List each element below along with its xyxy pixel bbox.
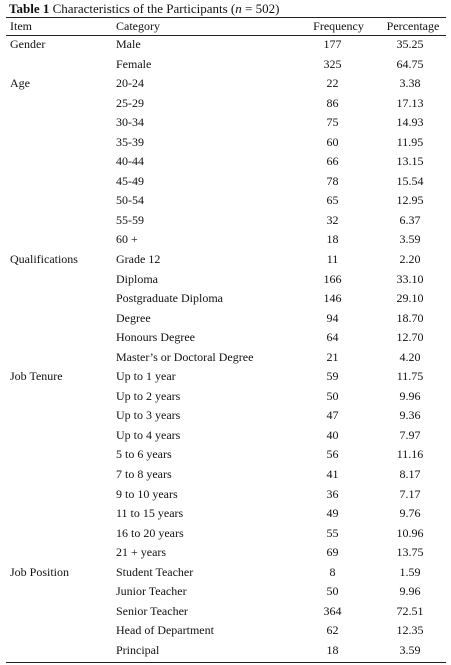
- cell-category: 9 to 10 years: [116, 486, 178, 501]
- cell-category: 35-39: [116, 134, 144, 149]
- cell-percentage: 1.59: [399, 564, 421, 579]
- cell-category: 21 + years: [116, 545, 167, 560]
- cell-frequency: 177: [323, 37, 342, 51]
- cell-percentage: 9.76: [399, 506, 421, 521]
- cell-frequency: 18: [326, 642, 339, 657]
- cell-percentage: 8.17: [399, 467, 421, 482]
- table-row: [6, 582, 450, 602]
- cell-category: 40-44: [116, 154, 144, 169]
- cell-category: Male: [116, 37, 141, 51]
- cell-frequency: 86: [326, 95, 339, 110]
- cell-percentage: 12.95: [396, 193, 424, 208]
- cell-item: Job Position: [10, 564, 70, 579]
- cell-item: [6, 426, 114, 446]
- cell-percentage: 17.13: [396, 95, 424, 110]
- cell-item: Gender: [10, 37, 46, 51]
- participants-table: [6, 17, 450, 661]
- cell-percentage: 33.10: [396, 271, 424, 286]
- table-row: [6, 74, 450, 94]
- table-row: [6, 524, 450, 544]
- cell-item: [6, 113, 114, 133]
- cell-category: Senior Teacher: [116, 603, 188, 618]
- cell-item: [6, 191, 114, 211]
- cell-percentage: 15.54: [396, 173, 424, 188]
- cell-category: 25-29: [116, 95, 144, 110]
- table-row: [6, 113, 450, 133]
- cell-item: [6, 621, 114, 641]
- cell-item: [6, 543, 114, 563]
- cell-item: [6, 133, 114, 153]
- table-body: [6, 35, 450, 661]
- cell-percentage: 11.95: [396, 134, 424, 149]
- cell-frequency: 64: [326, 330, 339, 345]
- column-header-frequency: Frequency: [313, 19, 364, 33]
- column-header-percentage: Percentage: [386, 19, 440, 33]
- cell-category: Female: [116, 56, 152, 71]
- cell-item: [6, 465, 114, 485]
- cell-item: [6, 445, 114, 465]
- table-row: [6, 250, 450, 270]
- cell-item: [6, 406, 114, 426]
- cell-frequency: 21: [326, 349, 339, 364]
- cell-category: Grade 12: [116, 252, 161, 267]
- table-row: [6, 211, 450, 231]
- table-row: [6, 641, 450, 661]
- table-row: [6, 133, 450, 153]
- cell-percentage: 35.25: [396, 37, 424, 51]
- table-row: [6, 152, 450, 172]
- cell-frequency: 78: [326, 173, 339, 188]
- cell-category: Degree: [116, 310, 151, 325]
- table-row: [6, 367, 450, 387]
- cell-item: [6, 289, 114, 309]
- cell-frequency: 55: [326, 525, 339, 540]
- table-row: [6, 465, 450, 485]
- cell-frequency: 32: [326, 212, 339, 227]
- cell-category: 5 to 6 years: [116, 447, 172, 462]
- cell-percentage: 2.20: [399, 252, 421, 267]
- cell-item: [6, 348, 114, 368]
- cell-percentage: 29.10: [396, 291, 424, 306]
- cell-category: 60 +: [116, 232, 138, 247]
- cell-percentage: 6.37: [399, 212, 421, 227]
- cell-category: 20-24: [116, 76, 144, 91]
- cell-percentage: 11.75: [396, 369, 424, 384]
- table-row: [6, 289, 450, 309]
- cell-percentage: 9.36: [399, 408, 421, 423]
- table-row: [6, 563, 450, 583]
- cell-percentage: 3.59: [399, 642, 421, 657]
- cell-category: Up to 1 year: [116, 369, 176, 384]
- cell-item: [6, 387, 114, 407]
- cell-frequency: 56: [326, 447, 339, 462]
- cell-frequency: 50: [326, 388, 339, 403]
- table-row: [6, 445, 450, 465]
- cell-item: Age: [10, 76, 30, 91]
- cell-category: Honours Degree: [116, 330, 195, 345]
- table-row: [6, 270, 450, 290]
- table-row: [6, 406, 450, 426]
- cell-category: 7 to 8 years: [116, 467, 172, 482]
- cell-percentage: 7.97: [399, 427, 421, 442]
- cell-frequency: 364: [323, 603, 342, 618]
- cell-percentage: 9.96: [399, 584, 421, 599]
- cell-item: Qualifications: [10, 252, 78, 267]
- cell-frequency: 50: [326, 584, 339, 599]
- cell-percentage: 18.70: [396, 310, 424, 325]
- cell-frequency: 94: [326, 310, 339, 325]
- cell-frequency: 47: [326, 408, 339, 423]
- cell-percentage: 11.16: [396, 447, 424, 462]
- cell-frequency: 166: [323, 271, 342, 286]
- cell-percentage: 13.15: [396, 154, 424, 169]
- table-bottom-rule: [6, 662, 446, 663]
- cell-category: 45-49: [116, 173, 144, 188]
- column-header-category: Category: [116, 19, 160, 33]
- cell-item: [6, 524, 114, 544]
- table-row: [6, 621, 450, 641]
- cell-category: Junior Teacher: [116, 584, 187, 599]
- cell-frequency: 75: [326, 115, 339, 130]
- table-row: [6, 348, 450, 368]
- table-row: [6, 387, 450, 407]
- table-row: [6, 426, 450, 446]
- cell-category: 16 to 20 years: [116, 525, 184, 540]
- cell-percentage: 3.59: [399, 232, 421, 247]
- cell-frequency: 69: [326, 545, 339, 560]
- table-row: [6, 543, 450, 563]
- cell-item: [6, 582, 114, 602]
- table-row: [6, 328, 450, 348]
- table-caption-label: Table 1: [9, 1, 50, 16]
- cell-percentage: 4.20: [399, 349, 421, 364]
- cell-frequency: 22: [326, 76, 339, 91]
- table-row: [6, 55, 450, 75]
- table-row: [6, 485, 450, 505]
- cell-percentage: 13.75: [396, 545, 424, 560]
- cell-item: [6, 270, 114, 290]
- cell-category: Up to 4 years: [116, 427, 181, 442]
- cell-percentage: 64.75: [396, 56, 424, 71]
- table-caption-count: = 502): [241, 1, 280, 16]
- cell-item: [6, 485, 114, 505]
- cell-category: 11 to 15 years: [116, 506, 184, 521]
- cell-percentage: 72.51: [396, 603, 424, 618]
- cell-category: 50-54: [116, 193, 144, 208]
- table-row: [6, 602, 450, 622]
- cell-frequency: 65: [326, 193, 339, 208]
- table-caption: [9, 1, 279, 17]
- cell-frequency: 18: [326, 232, 339, 247]
- cell-item: [6, 504, 114, 524]
- cell-frequency: 62: [326, 623, 339, 638]
- cell-category: Principal: [116, 642, 160, 657]
- cell-frequency: 59: [326, 369, 339, 384]
- cell-item: [6, 55, 114, 75]
- cell-category: Up to 3 years: [116, 408, 181, 423]
- cell-frequency: 49: [326, 506, 339, 521]
- cell-percentage: 7.17: [399, 486, 421, 501]
- cell-item: [6, 94, 114, 114]
- cell-category: Student Teacher: [116, 564, 194, 579]
- cell-item: [6, 309, 114, 329]
- cell-frequency: 41: [326, 467, 339, 482]
- cell-item: [6, 602, 114, 622]
- cell-category: Head of Department: [116, 623, 214, 638]
- cell-category: Diploma: [116, 271, 158, 286]
- cell-category: 30-34: [116, 115, 144, 130]
- cell-item: [6, 172, 114, 192]
- table-row: [6, 504, 450, 524]
- cell-frequency: 40: [326, 427, 339, 442]
- cell-item: [6, 328, 114, 348]
- cell-frequency: 146: [323, 291, 342, 306]
- cell-category: 55-59: [116, 212, 144, 227]
- table-row: [6, 230, 450, 250]
- cell-frequency: 60: [326, 134, 339, 149]
- table-row: [6, 191, 450, 211]
- cell-category: Master’s or Doctoral Degree: [116, 349, 254, 364]
- cell-item: [6, 211, 114, 231]
- table-row: [6, 309, 450, 329]
- cell-percentage: 12.35: [396, 623, 424, 638]
- cell-frequency: 66: [326, 154, 339, 169]
- cell-item: Job Tenure: [10, 369, 63, 384]
- cell-category: Up to 2 years: [116, 388, 181, 403]
- table-row: [6, 172, 450, 192]
- cell-percentage: 9.96: [399, 388, 421, 403]
- table-row: [6, 94, 450, 114]
- cell-item: [6, 152, 114, 172]
- cell-percentage: 12.70: [396, 330, 424, 345]
- cell-item: [6, 230, 114, 250]
- cell-percentage: 14.93: [396, 115, 424, 130]
- table-header-row: [6, 17, 450, 35]
- table-caption-text: Characteristics of the Participants (: [49, 1, 236, 16]
- table-caption-n: n: [235, 1, 242, 16]
- column-header-item: Item: [10, 19, 32, 33]
- table-row: [6, 35, 450, 55]
- cell-percentage: 3.38: [399, 76, 421, 91]
- cell-category: Postgraduate Diploma: [116, 291, 223, 306]
- cell-frequency: 36: [326, 486, 339, 501]
- cell-percentage: 10.96: [396, 525, 424, 540]
- cell-frequency: 8: [329, 564, 336, 579]
- cell-frequency: 325: [323, 56, 342, 71]
- cell-item: [6, 641, 114, 661]
- cell-frequency: 11: [326, 252, 339, 267]
